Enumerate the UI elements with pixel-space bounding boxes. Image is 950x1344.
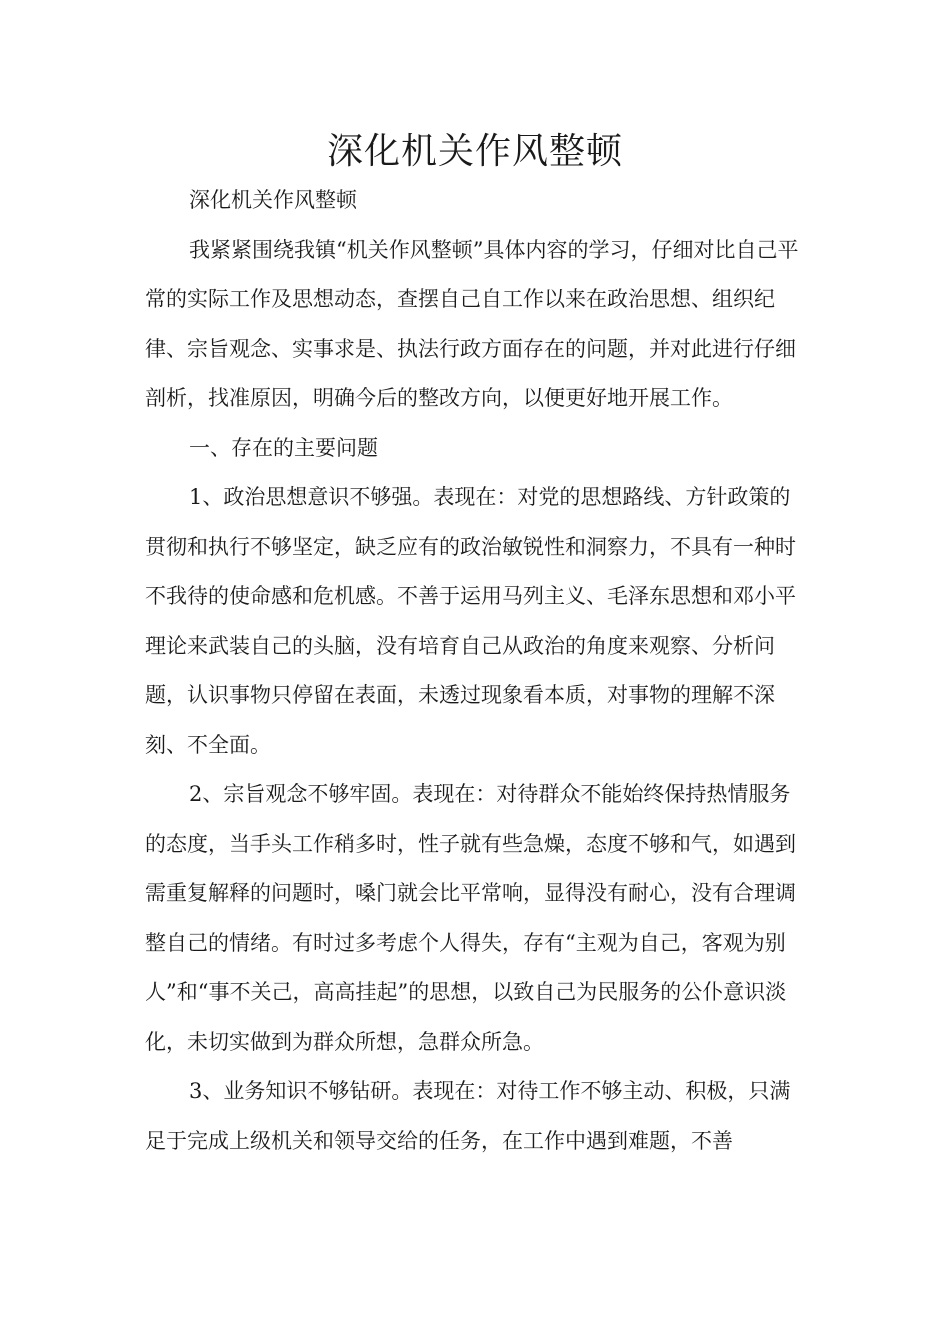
problem-2-paragraph: 2、宗旨观念不够牢固。表现在：对待群众不能始终保持热情服务的态度，当手头工作稍多时，性子就有些急燥，态度不够和气，如遇到需重复解释的问题时，嗓门就会比平常响，显得没有耐心，没有合理调整自己的情绪。有时过多考虑个人得失，存有“主观为自己，客观为别人”和“事不关己，高高挂起”的思想，以致自己为民服务的公仆意识淡化，未切实做到为群众所想，急群众所急。 xyxy=(145,782,796,1054)
section-heading: 一、存在的主要问题 xyxy=(189,435,378,460)
subtitle-paragraph: 深化机关作风整顿 xyxy=(189,188,357,212)
document-title: 深化机关作风整顿 xyxy=(326,131,623,172)
problem-3-paragraph: 3、业务知识不够钻研。表现在：对待工作不够主动、积极，只满足于完成上级机关和领导交给的任务，在工作中遇到难题，不善 xyxy=(145,1079,791,1153)
problem-1-paragraph: 1、政治思想意识不够强。表现在：对党的思想路线、方针政策的贯彻和执行不够坚定，缺乏应有的政治敏锐性和洞察力，不具有一种时不我待的使命感和危机感。不善于运用马列主义、毛泽东思想和邓小平理论来武装自己的头脑，没有培育自己从政治的角度来观察、分析问题，认识事物只停留在表面，未透过现象看本质，对事物的理解不深刻、不全面。 xyxy=(145,485,796,757)
intro-paragraph: 我紧紧围绕我镇“机关作风整顿”具体内容的学习，仔细对比自己平常的实际工作及思想动态，查摆自己自工作以来在政治思想、组织纪律、宗旨观念、实事求是、执法行政方面存在的问题，并对此进行仔细剖析，找准原因，明确今后的整改方向，以便更好地开展工作。 xyxy=(145,237,799,410)
document-body xyxy=(145,176,810,1166)
